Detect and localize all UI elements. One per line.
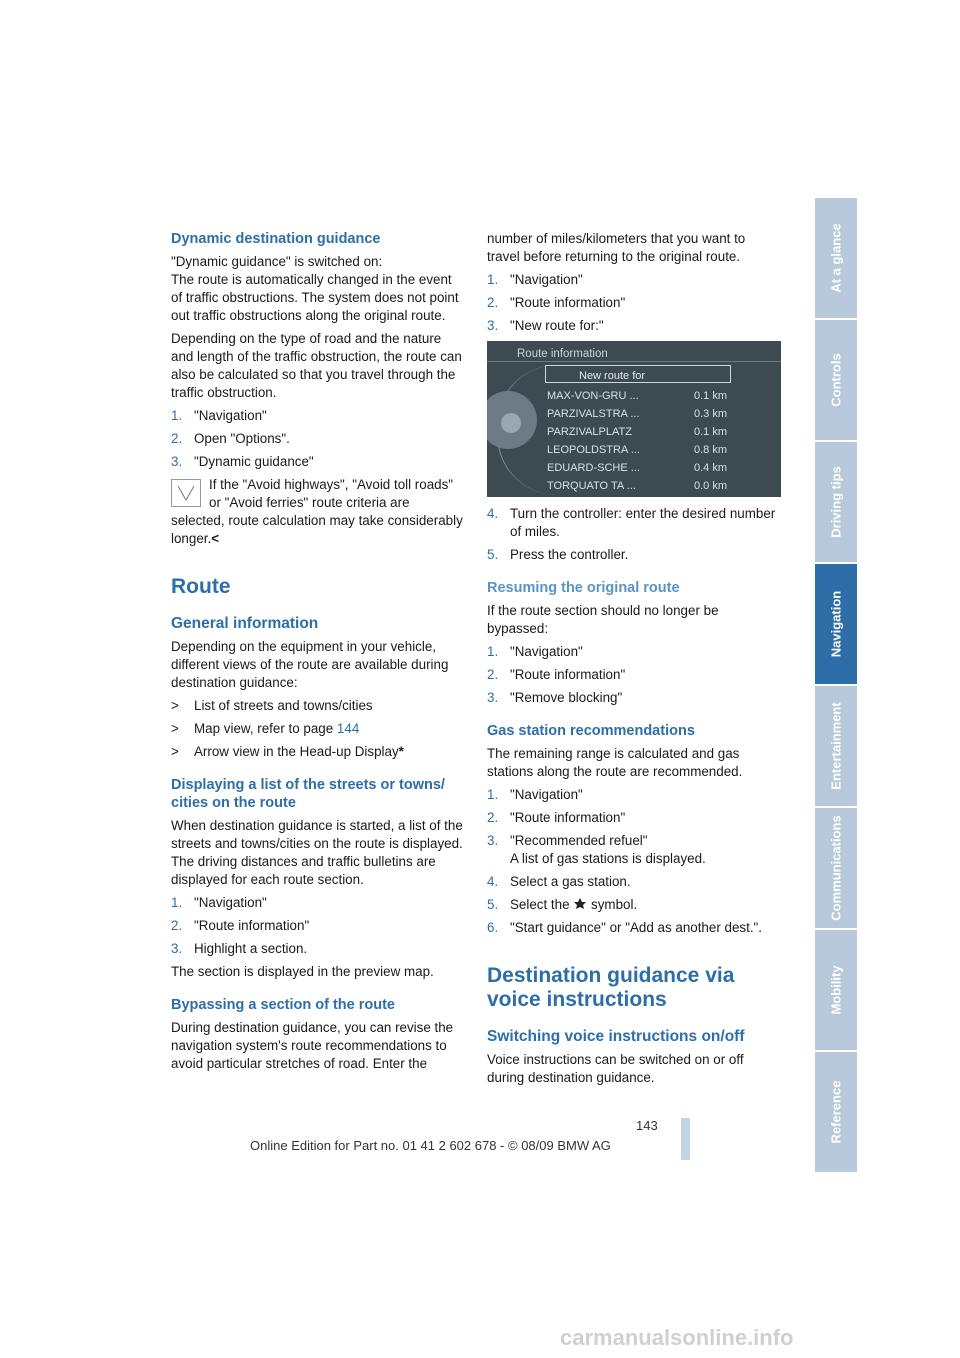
route-row: EDUARD-SCHE ... 0.4 km xyxy=(547,462,727,474)
route-information-screenshot: Route information New route for MAX-VON-GRU ... 0.1 km PARZIVALSTRA ... 0.3 km PARZIVALPLATZ 0.1 km LEOPOLDSTRA ... 0.8 km EDUARD-SCHE ... 0.4 km TORQUATO TA ... 0.0 km xyxy=(487,341,781,497)
route-row: MAX-VON-GRU ... 0.1 km xyxy=(547,390,727,402)
left-column xyxy=(171,230,463,1078)
route-row: LEOPOLDSTRA ... 0.8 km xyxy=(547,444,727,456)
resume-heading: Resuming the original route xyxy=(487,580,680,596)
note-triangle-icon xyxy=(171,479,201,507)
chapter-tabs xyxy=(815,198,857,1174)
bypass-heading: Bypassing a section of the route xyxy=(171,997,395,1013)
resume-paragraph: If the route section should no longer be bypassed: xyxy=(487,603,719,636)
dynamic-intro: "Dynamic guidance" is switched on: The route is automatically changed in the event of traffic obstructions. The system does not point out traffic obstructions along the original route. xyxy=(171,254,459,323)
voice-heading: Destination guidance via voice instructions xyxy=(487,964,735,1011)
tab-controls[interactable]: Controls xyxy=(815,320,857,442)
list-item: 2. "Route information" xyxy=(487,810,626,825)
list-item: 1. "Navigation" xyxy=(487,272,583,287)
list-item: 1. "Navigation" xyxy=(487,644,583,659)
general-heading: General information xyxy=(171,615,319,632)
tab-mobility[interactable]: Mobility xyxy=(815,930,857,1052)
dynamic-heading: Dynamic destination guidance xyxy=(171,231,381,247)
list-item: 2. Open "Options". xyxy=(171,431,290,446)
right-column xyxy=(487,230,779,1092)
list-item: 6. "Start guidance" or "Add as another dest.". xyxy=(487,920,763,935)
page-link[interactable]: 144 xyxy=(336,721,360,736)
list-item: 4. Turn the controller: enter the desired number of miles. xyxy=(487,506,776,539)
tab-entertainment[interactable]: Entertainment xyxy=(815,686,857,808)
list-item: 3. "New route for:" xyxy=(487,318,604,333)
note-block: If the "Avoid highways", "Avoid toll roads" or "Avoid ferries" route criteria are selected, route calculation may take considerably longer.< xyxy=(171,477,463,546)
list-item: 1. "Navigation" xyxy=(487,787,583,802)
voice-paragraph: Voice instructions can be switched on or off during destination guidance. xyxy=(487,1052,744,1085)
voice-subheading: Switching voice instructions on/off xyxy=(487,1028,745,1045)
list-item: 5. Select the symbol. xyxy=(487,897,638,912)
tab-reference[interactable]: Reference xyxy=(815,1052,857,1174)
list-item: 3. Highlight a section. xyxy=(171,941,308,956)
tab-driving-tips[interactable]: Driving tips xyxy=(815,442,857,564)
list-heading: Displaying a list of the streets or towns/ cities on the route xyxy=(171,777,445,811)
list-item: 5. Press the controller. xyxy=(487,547,629,562)
tab-at-a-glance[interactable]: At a glance xyxy=(815,198,857,320)
general-paragraph: Depending on the equipment in your vehicle, different views of the route are available during destination guidance: xyxy=(171,639,449,690)
list-item: > Arrow view in the Head-up Display* xyxy=(171,744,404,759)
list-after: The section is displayed in the preview map. xyxy=(171,964,434,979)
bypass-paragraph: During destination guidance, you can revise the navigation system's route recommendations to avoid particular stretches of road. Enter the xyxy=(171,1020,454,1071)
screen-title: Route information xyxy=(517,348,608,360)
list-item: 2. "Route information" xyxy=(487,667,626,682)
list-item: 3. "Remove blocking" xyxy=(487,690,623,705)
list-item: 1. "Navigation" xyxy=(171,895,267,910)
list-item: 1. "Navigation" xyxy=(171,408,267,423)
destination-flag-icon xyxy=(573,898,587,910)
route-row: PARZIVALPLATZ 0.1 km xyxy=(547,426,727,438)
page-number: 143 xyxy=(636,1118,658,1133)
route-heading: Route xyxy=(171,575,231,598)
list-item: > Map view, refer to page 144 xyxy=(171,721,360,736)
list-item: > List of streets and towns/cities xyxy=(171,698,373,713)
list-item: 2. "Route information" xyxy=(171,918,310,933)
list-item: 2. "Route information" xyxy=(487,295,626,310)
route-row: PARZIVALSTRA ... 0.3 km xyxy=(547,408,727,420)
gas-heading: Gas station recommendations xyxy=(487,723,695,739)
tab-communications[interactable]: Communications xyxy=(815,808,857,930)
list-item: 4. Select a gas station. xyxy=(487,874,631,889)
dynamic-paragraph: Depending on the type of road and the nature and length of the traffic obstruction, the route can also be calculated so that you travel through the traffic obstruction. xyxy=(171,331,462,400)
list-paragraph: When destination guidance is started, a list of the streets and towns/cities on the route is displayed. The driving distances and traffic bulletins are displayed for each route section. xyxy=(171,818,463,887)
gas-paragraph: The remaining range is calculated and gas stations along the route are recommended. xyxy=(487,746,743,779)
route-row: TORQUATO TA ... 0.0 km xyxy=(547,480,727,492)
list-item: 3. "Recommended refuel" A list of gas stations is displayed. xyxy=(487,833,706,866)
edition-footer: Online Edition for Part no. 01 41 2 602 678 - © 08/09 BMW AG xyxy=(250,1138,611,1153)
note-end-marker: < xyxy=(211,531,220,546)
optional-equipment-asterisk: * xyxy=(398,744,404,759)
tab-navigation[interactable]: Navigation xyxy=(815,564,857,686)
watermark: carmanualsonline.info xyxy=(560,1325,794,1350)
list-item: 3. "Dynamic guidance" xyxy=(171,454,314,469)
bypass-continued: number of miles/kilometers that you want to travel before returning to the original route. xyxy=(487,231,746,264)
page-bar xyxy=(681,1118,690,1160)
